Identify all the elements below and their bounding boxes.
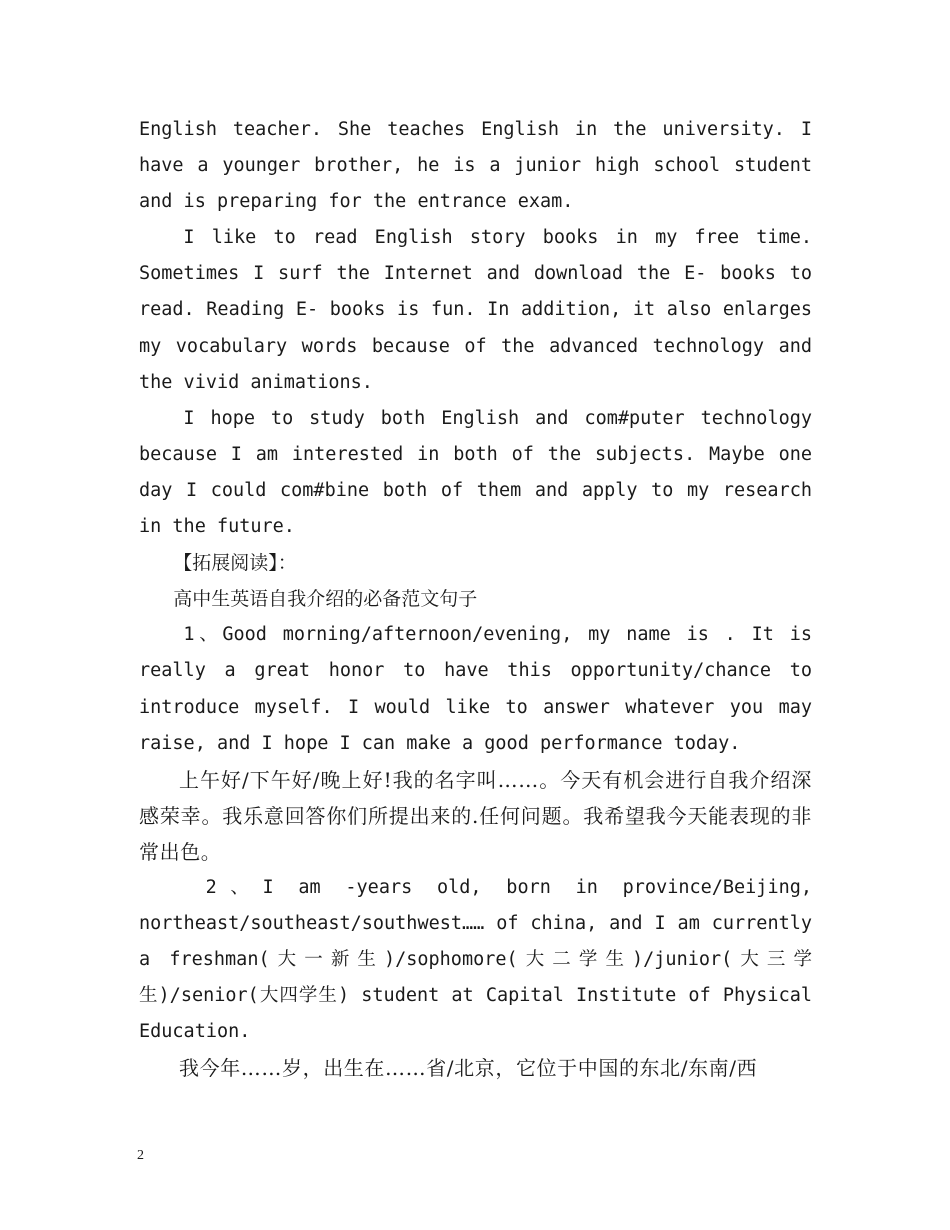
sample-sentence-1: 1、Good morning/afternoon/evening, my name is . It is really a great honor to have this opportunity/chance to introduce myself. I would like to answer whatever you may raise, and I hope I can make a good performance today. bbox=[139, 624, 812, 754]
sample-sentence-1-translation: 上午好/下午好/晚上好!我的名字叫……。今天有机会进行自我介绍深感荣幸。我乐意回答你们所提出来的.任何问题。我希望我今天能表现的非常出色。 bbox=[139, 767, 812, 864]
section-title: 高中生英语自我介绍的必备范文句子 bbox=[173, 588, 478, 611]
sample-sentence-2-translation: 我今年……岁，出生在……省/北京，它位于中国的东北/东南/西 bbox=[179, 1056, 758, 1081]
extended-reading-heading: 【拓展阅读】： bbox=[173, 552, 297, 575]
paragraph-hobbies: I like to read English story books in my free time. Sometimes I surf the Internet and download the E- books to read. Reading E- books is fun. In addition, it also enlarges my vocabulary words because of the advanced technology and the vivid animations. bbox=[139, 227, 812, 393]
page-number: 2 bbox=[137, 1148, 144, 1163]
paragraph-family-continued: English teacher. She teaches English in the university. I have a younger brother, he is a junior high school student and is preparing for the entrance exam. bbox=[139, 119, 812, 213]
sample-sentence-2: 2、I am -years old, born in province/Beijing, northeast/southeast/southwest…… of china, and I am currently a freshman(大一新生)/sophomore(大二学生)/junior(大三学生)/senior(大四学生) student at Capital Institute of Physical Education. bbox=[139, 876, 812, 1043]
paragraph-hopes: I hope to study both English and com#puter technology because I am interested in both of the subjects. Maybe one day I could com#bine both of them and apply to my research in the future. bbox=[139, 407, 812, 538]
text-column bbox=[139, 112, 812, 1087]
